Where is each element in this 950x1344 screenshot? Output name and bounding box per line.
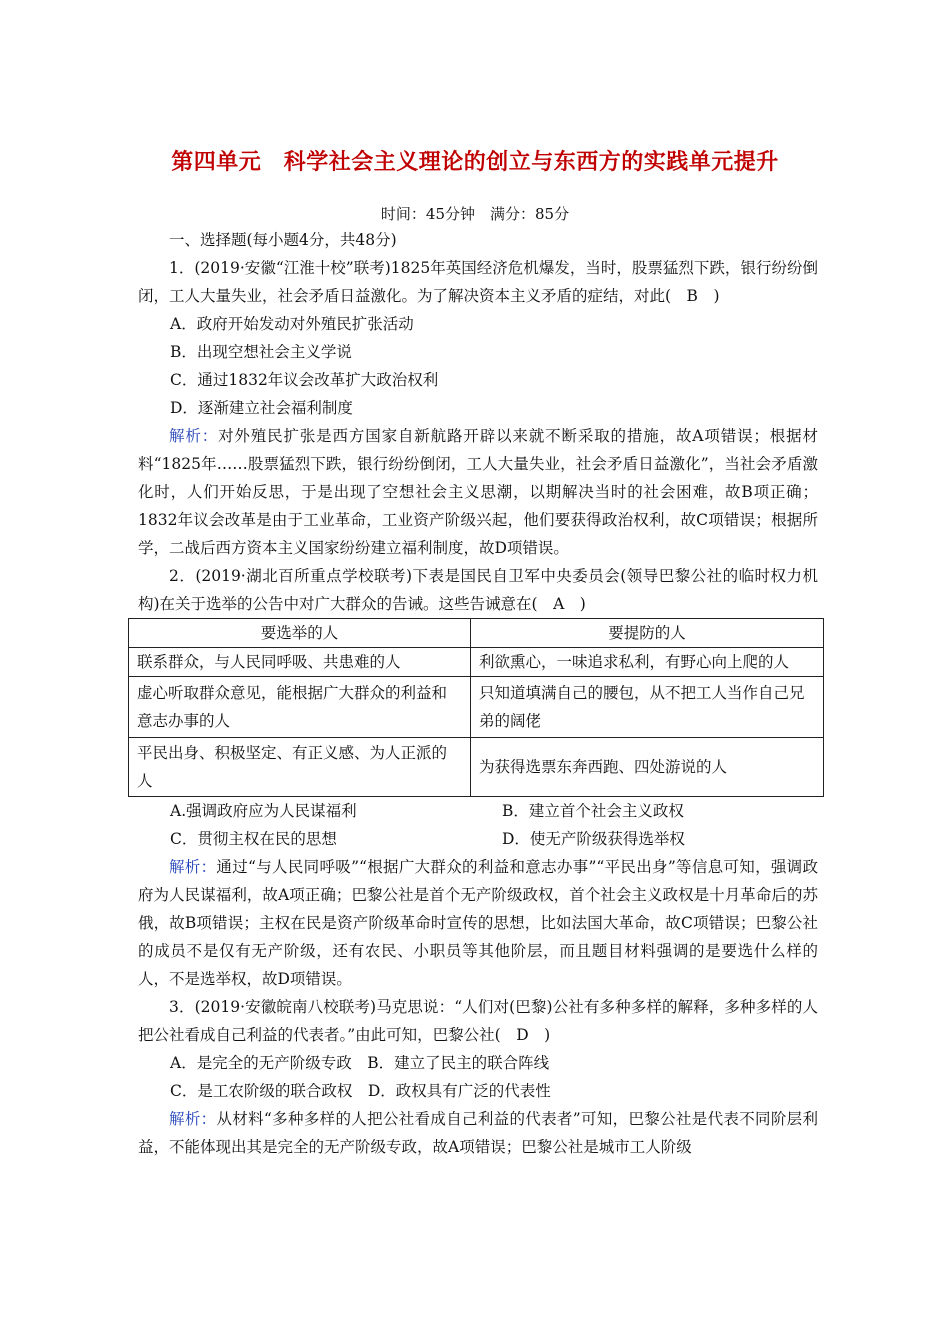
q3-explanation [138, 1105, 818, 1161]
q1-option-c: C．通过1832年议会改革扩大政治权利 [170, 371, 439, 389]
table-cell: 利欲熏心，一味追求私利，有野心向上爬的人 [471, 648, 824, 677]
q1-explanation-text: 对外殖民扩张是西方国家自新航路开辟以来就不断采取的措施，故A项错误；根据材料“1825年……股票猛烈下跌，银行纷纷倒闭，工人大量失业，社会矛盾日益激化”，当社会矛盾激化时，人们开始反思，于是出现了空想社会主义思潮，以期解决当时的社会困难，故B项正确；1832年议会改革是由于工业革命，工业资产阶级兴起，他们要获得政治权利，故C项错误；根据所学，二战后西方资本主义国家纷纷建立福利制度，故D项错误。 [138, 427, 818, 557]
table-row [129, 648, 824, 677]
table-header: 要提防的人 [471, 619, 824, 648]
q1-option-a: A．政府开始发动对外殖民扩张活动 [170, 315, 414, 333]
q2-option-c: C．贯彻主权在民的思想 [170, 830, 337, 848]
explanation-label: 解析： [169, 858, 217, 876]
exam-time-info: 时间：45分钟 满分：85分 [380, 205, 570, 223]
q1-option-b: B．出现空想社会主义学说 [170, 343, 352, 361]
q1-explanation [138, 422, 818, 562]
section-heading: 一、选择题(每小题4分，共48分) [169, 231, 397, 249]
q2-options-row-2 [138, 825, 818, 853]
table-cell: 为获得选票东奔西跑、四处游说的人 [471, 738, 824, 797]
q1-option-d: D．逐渐建立社会福利制度 [170, 399, 353, 417]
table-header: 要选举的人 [129, 619, 471, 648]
q2-option-d: D．使无产阶级获得选举权 [502, 830, 685, 848]
q2-option-a: A.强调政府应为人民谋福利 [170, 802, 357, 820]
q3-explanation-text: 从材料“多种多样的人把公社看成自己利益的代表者”可知，巴黎公社是代表不同阶层利益，不能体现出其是完全的无产阶级专政，故A项错误；巴黎公社是城市工人阶级 [138, 1110, 818, 1156]
page-title: 第四单元 科学社会主义理论的创立与东西方的实践单元提升 [171, 150, 779, 175]
question-2-stem: 2．(2019·湖北百所重点学校联考)下表是国民自卫军中央委员会(领导巴黎公社的临时权力机构)在关于选举的公告中对广大群众的告诫。这些告诫意在( A ) [138, 567, 818, 613]
question-3-stem: 3．(2019·安徽皖南八校联考)马克思说：“人们对(巴黎)公社有多种多样的解释，多种多样的人把公社看成自己利益的代表者。”由此可知，巴黎公社( D ) [138, 998, 818, 1044]
table-cell: 虚心听取群众意见，能根据广大群众的利益和意志办事的人 [129, 677, 471, 738]
q2-options-row-1 [138, 797, 818, 825]
question-1-stem: 1．(2019·安徽“江淮十校”联考)1825年英国经济危机爆发，当时，股票猛烈下跌，银行纷纷倒闭，工人大量失业，社会矛盾日益激化。为了解决资本主义矛盾的症结，对此( B ) [138, 259, 818, 305]
table-row [129, 677, 824, 738]
explanation-label: 解析： [169, 1110, 217, 1128]
q2-option-b: B．建立首个社会主义政权 [502, 802, 684, 820]
document-body [138, 226, 818, 1161]
q3-options-cd: C．是工农阶级的联合政权 D．政权具有广泛的代表性 [170, 1082, 551, 1100]
explanation-label: 解析： [169, 427, 219, 445]
table-cell: 只知道填满自己的腰包，从不把工人当作自己兄弟的阔佬 [471, 677, 824, 738]
table-cell: 联系群众，与人民同呼吸、共患难的人 [129, 648, 471, 677]
table-row [129, 738, 824, 797]
q3-options-ab: A．是完全的无产阶级专政 B．建立了民主的联合阵线 [170, 1054, 550, 1072]
table-cell: 平民出身、积极坚定、有正义感、为人正派的人 [129, 738, 471, 797]
q2-explanation-text: 通过“与人民同呼吸”“根据广大群众的利益和意志办事”“平民出身”等信息可知，强调政府为人民谋福利，故A项正确；巴黎公社是首个无产阶级政权，首个社会主义政权是十月革命后的苏俄，故B项错误；主权在民是资产阶级革命时宣传的思想，比如法国大革命，故C项错误；巴黎公社的成员不是仅有无产阶级，还有农民、小职员等其他阶层，而且题目材料强调的是要选什么样的人，不是选举权，故D项错误。 [138, 858, 818, 988]
table-header-row [129, 619, 824, 648]
election-table [128, 618, 824, 797]
q2-explanation [138, 853, 818, 993]
